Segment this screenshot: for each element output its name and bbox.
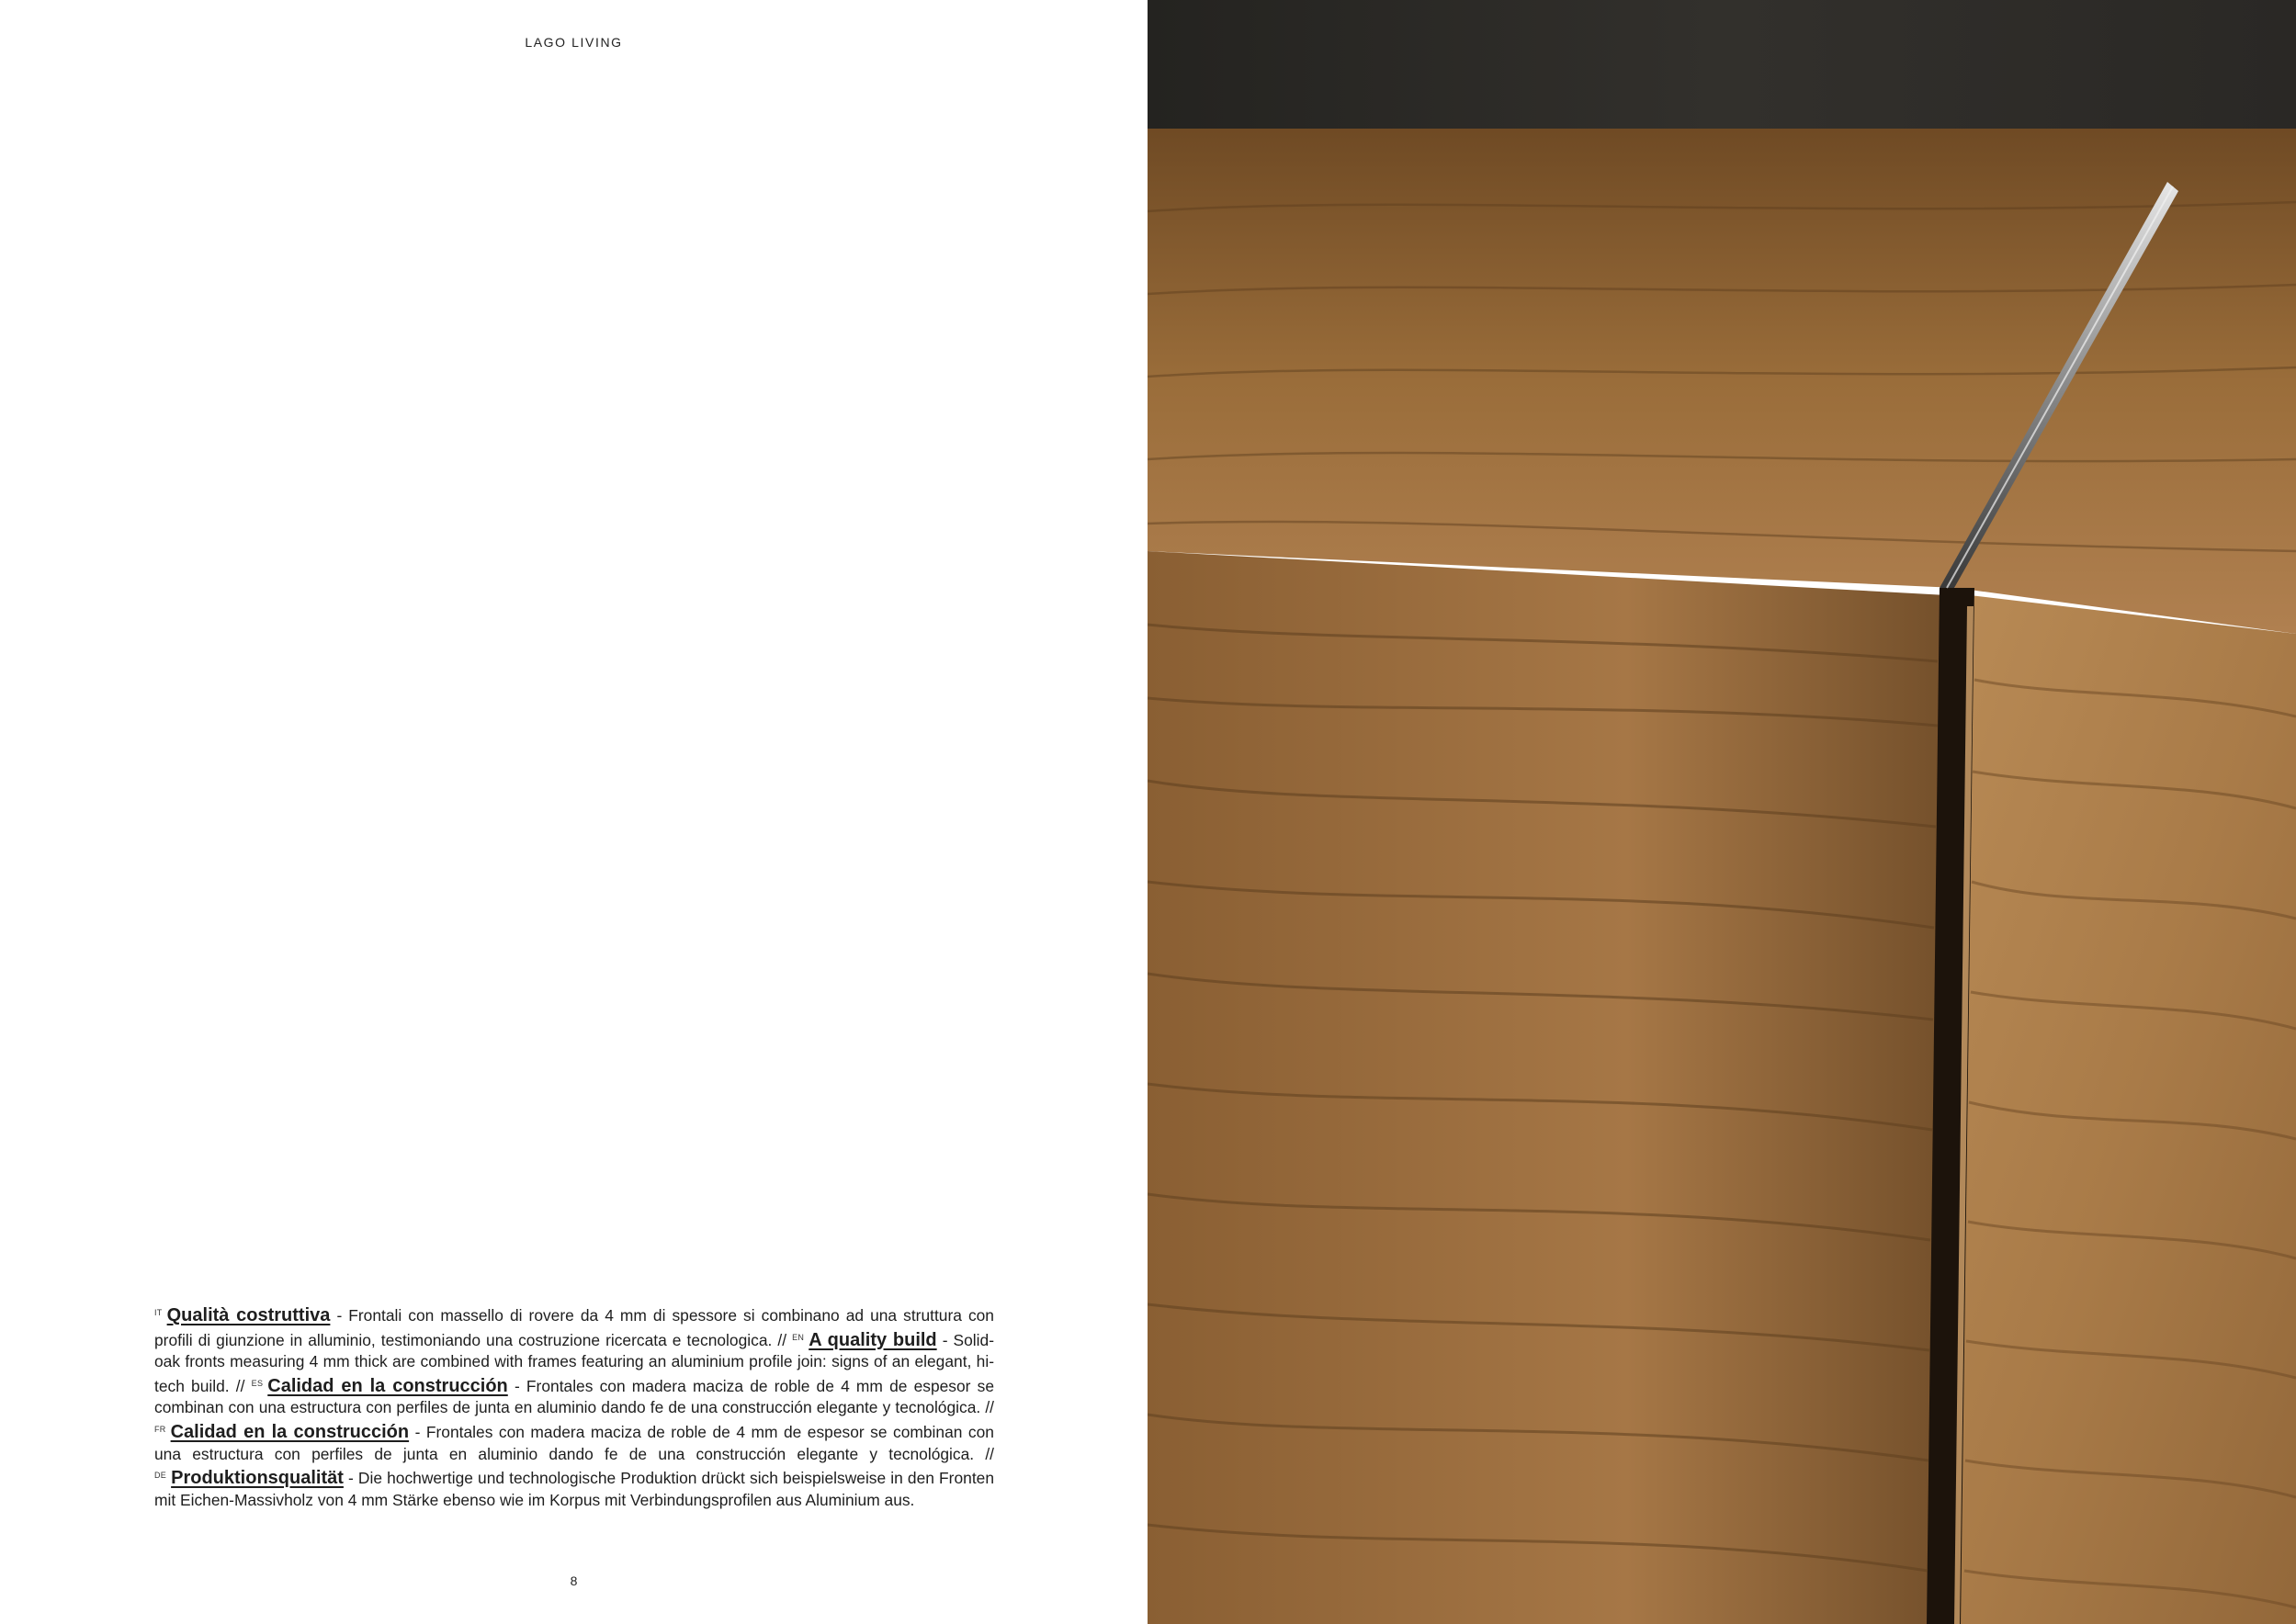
section-heading: A quality build <box>809 1329 937 1350</box>
section-es <box>154 1377 994 1417</box>
wood-corner-illustration <box>1148 0 2296 1624</box>
section-heading: Qualità costruttiva <box>166 1305 331 1325</box>
language-tag: ES <box>251 1378 264 1388</box>
running-header: LAGO LIVING <box>525 35 623 50</box>
language-tag: IT <box>154 1308 163 1317</box>
section-de <box>154 1469 994 1509</box>
section-heading: Produktionsqualität <box>171 1468 344 1489</box>
oak-sideboard-photo <box>1148 0 2296 1624</box>
language-tag: EN <box>792 1332 805 1342</box>
left-front-face <box>1148 551 1947 1624</box>
section-text: - Frontales con madera maciza de roble de 4 mm de espesor se combinan con una estructura con perfiles de junta en aluminio dando fe de una construcción elegante y tecnológica. // <box>154 1376 994 1417</box>
section-text: - Frontales con madera maciza de roble de 4 mm de espesor se combinan con una estructura con perfiles de junta en aluminio dando fe de una construcción elegante y tecnológica. // <box>154 1422 994 1463</box>
section-text: - Solid-oak fronts measuring 4 mm thick are combined with frames featuring an aluminium profile join: signs of an elegant, hi-tech build. // <box>154 1330 994 1395</box>
section-heading: Calidad en la construcción <box>170 1421 410 1442</box>
section-heading: Calidad en la construcción <box>267 1375 508 1396</box>
section-text: - Frontali con massello di rovere da 4 mm di spessore si combinano ad una struttura con profili di giunzione in alluminio, testimoniando una costruzione ricercata e tecnologica. // <box>154 1306 994 1349</box>
language-tag: DE <box>154 1471 167 1481</box>
body-text <box>154 1303 994 1511</box>
page-number: 8 <box>570 1573 578 1588</box>
language-tag: FR <box>154 1424 166 1434</box>
section-text: - Die hochwertige und technologische Produktion drückt sich beispielsweise in den Fronten mit Eichen-Massivholz von 4 mm Stärke ebenso wie im Korpus mit Verbindungsprofilen aus Aluminium aus. <box>154 1469 994 1509</box>
section-fr <box>154 1423 994 1463</box>
wall-background <box>1148 0 2296 147</box>
